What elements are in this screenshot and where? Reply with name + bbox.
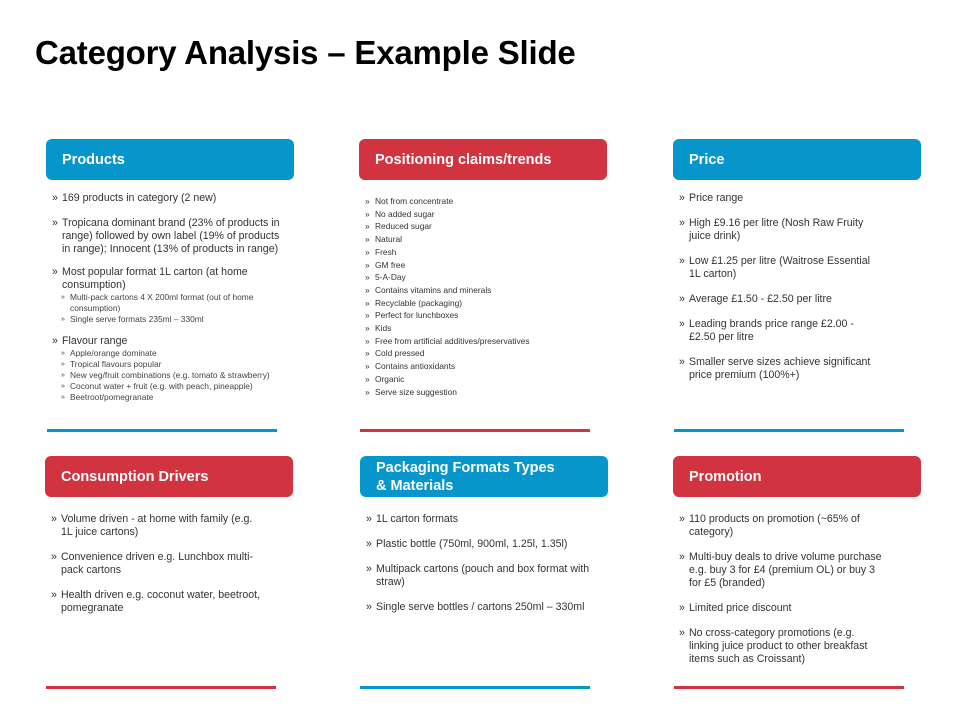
- list-item: » Flavour range: [52, 335, 128, 347]
- bullet-marker: »: [365, 246, 370, 257]
- products-list: [52, 192, 288, 403]
- panel-divider: [360, 686, 590, 689]
- sub-list-item: » Coconut water + fruit (e.g. with peach, pineapple): [61, 381, 253, 391]
- consumption-header: Consumption Drivers: [45, 456, 293, 497]
- price-panel: [673, 139, 921, 381]
- list-item: » Tropicana dominant brand (23% of products in range) followed by own label (19% of products in range); Innocent (13% of products in range): [52, 217, 280, 255]
- bullet-marker: »: [679, 293, 685, 305]
- bullet-marker: »: [52, 335, 58, 347]
- bullet-marker: »: [366, 563, 372, 575]
- bullet-marker: »: [679, 318, 685, 330]
- bullet-marker: »: [51, 551, 57, 563]
- promotion-header: Promotion: [673, 456, 921, 497]
- list-item: » Low £1.25 per litre (Waitrose Essential 1L carton): [679, 255, 870, 280]
- bullet-marker: »: [365, 208, 370, 219]
- list-item: » Fresh: [365, 246, 397, 257]
- bullet-marker: »: [679, 551, 685, 563]
- list-item: » Natural: [365, 234, 402, 245]
- list-item: » 110 products on promotion (~65% of category): [679, 513, 860, 538]
- list-item: » Plastic bottle (750ml, 900ml, 1.25l, 1.35l): [366, 538, 568, 550]
- list-item: » 5-A-Day: [365, 272, 406, 283]
- list-item: » Serve size suggestion: [365, 386, 457, 397]
- consumption-list: [51, 513, 263, 615]
- positioning-list: [365, 195, 607, 398]
- bullet-marker: »: [679, 255, 685, 267]
- list-item: » Perfect for lunchboxes: [365, 310, 459, 321]
- bullet-marker: »: [61, 294, 65, 301]
- list-item: » GM free: [365, 259, 406, 270]
- list-item: » 1L carton formats: [366, 513, 459, 525]
- bullet-marker: »: [61, 372, 65, 379]
- list-item: » Cold pressed: [365, 348, 425, 359]
- bullet-marker: »: [679, 356, 685, 368]
- bullet-marker: »: [679, 217, 685, 229]
- list-item: » Health driven e.g. coconut water, beetroot, pomegranate: [51, 589, 261, 614]
- products-header: Products: [46, 139, 294, 180]
- bullet-marker: »: [365, 284, 370, 295]
- consumption-panel: [45, 456, 293, 614]
- bullet-marker: »: [51, 513, 57, 525]
- list-item: » Reduced sugar: [365, 221, 432, 232]
- list-item: » Price range: [679, 192, 744, 204]
- bullet-marker: »: [52, 217, 58, 229]
- list-item: » No cross-category promotions (e.g. linking juice product to other breakfast items such as Croissant): [679, 627, 868, 665]
- list-item: » Single serve bottles / cartons 250ml – 330ml: [366, 601, 585, 613]
- panel-divider: [47, 429, 277, 432]
- bullet-marker: »: [365, 272, 370, 283]
- list-item: » Multipack cartons (pouch and box format with straw): [366, 563, 590, 588]
- bullet-marker: »: [52, 192, 58, 204]
- bullet-marker: »: [366, 513, 372, 525]
- bullet-marker: »: [365, 335, 370, 346]
- price-header: Price: [673, 139, 921, 180]
- promotion-panel: [673, 456, 921, 665]
- list-item: » Limited price discount: [679, 602, 792, 614]
- bullet-marker: »: [365, 259, 370, 270]
- sub-list-item: » New veg/fruit combinations (e.g. tomato & strawberry): [61, 370, 270, 380]
- list-item: » Contains vitamins and minerals: [365, 284, 492, 295]
- bullet-marker: »: [365, 196, 370, 206]
- price-list: [679, 192, 879, 382]
- bullet-marker: »: [61, 350, 65, 357]
- packaging-header: Packaging Formats Types & Materials: [360, 456, 608, 497]
- list-item: » Organic: [365, 373, 405, 384]
- bullet-marker: »: [679, 192, 685, 204]
- panel-divider: [674, 429, 904, 432]
- list-item: » Contains antioxidants: [365, 361, 456, 372]
- positioning-header: Positioning claims/trends: [359, 139, 607, 180]
- panel-divider: [360, 429, 590, 432]
- bullet-marker: »: [52, 266, 58, 278]
- bullet-marker: »: [365, 373, 370, 384]
- bullet-marker: »: [365, 234, 370, 245]
- bullet-marker: »: [679, 513, 685, 525]
- packaging-list: [366, 513, 592, 614]
- list-item: » Smaller serve sizes achieve significant price premium (100%+): [679, 356, 871, 381]
- sub-list-item: » Tropical flavours popular: [61, 359, 162, 369]
- products-panel: [46, 139, 294, 402]
- list-item: » Convenience driven e.g. Lunchbox multi-pack cartons: [51, 551, 253, 576]
- bullet-marker: »: [61, 316, 65, 323]
- list-item: » Volume driven - at home with family (e.g. 1L juice cartons): [51, 513, 253, 538]
- list-item: » Free from artificial additives/preservatives: [365, 335, 530, 346]
- bullet-marker: »: [365, 386, 370, 397]
- promotion-list: [679, 513, 885, 666]
- bullet-marker: »: [366, 601, 372, 613]
- bullet-marker: »: [365, 310, 370, 321]
- sub-list-item: » Single serve formats 235ml – 330ml: [61, 314, 204, 324]
- panel-divider: [674, 686, 904, 689]
- list-item: » Not from concentrate: [365, 196, 454, 206]
- bullet-marker: »: [61, 361, 65, 368]
- bullet-marker: »: [365, 221, 370, 232]
- bullet-marker: »: [365, 361, 370, 372]
- sub-list-item: » Apple/orange dominate: [61, 348, 157, 358]
- bullet-marker: »: [366, 538, 372, 550]
- bullet-marker: »: [61, 394, 65, 401]
- bullet-marker: »: [61, 383, 65, 390]
- list-item: » Multi-buy deals to drive volume purchase e.g. buy 3 for £4 (premium OL) or buy 3 for £5 (branded): [679, 551, 882, 589]
- packaging-panel: [360, 456, 608, 613]
- panel-divider: [46, 686, 276, 689]
- sub-list-item: » Beetroot/pomegranate: [61, 392, 154, 402]
- list-item: » High £9.16 per litre (Nosh Raw Fruity juice drink): [679, 217, 864, 242]
- bullet-marker: »: [365, 348, 370, 359]
- bullet-marker: »: [365, 297, 370, 308]
- sub-list-item: » Multi-pack cartons 4 X 200ml format (out of home consumption): [61, 292, 254, 313]
- list-item: » Recyclable (packaging): [365, 297, 463, 308]
- slide-title: Category Analysis – Example Slide: [35, 34, 576, 71]
- list-item: » No added sugar: [365, 208, 435, 219]
- list-item: » Most popular format 1L carton (at home consumption): [52, 266, 248, 291]
- list-item: » 169 products in category (2 new): [52, 192, 217, 204]
- list-item: » Average £1.50 - £2.50 per litre: [679, 293, 832, 305]
- bullet-marker: »: [679, 602, 685, 614]
- bullet-marker: »: [365, 323, 370, 334]
- bullet-marker: »: [51, 589, 57, 601]
- list-item: » Kids: [365, 323, 392, 334]
- positioning-panel: [359, 139, 607, 397]
- bullet-marker: »: [679, 627, 685, 639]
- list-item: » Leading brands price range £2.00 - £2.50 per litre: [679, 318, 854, 343]
